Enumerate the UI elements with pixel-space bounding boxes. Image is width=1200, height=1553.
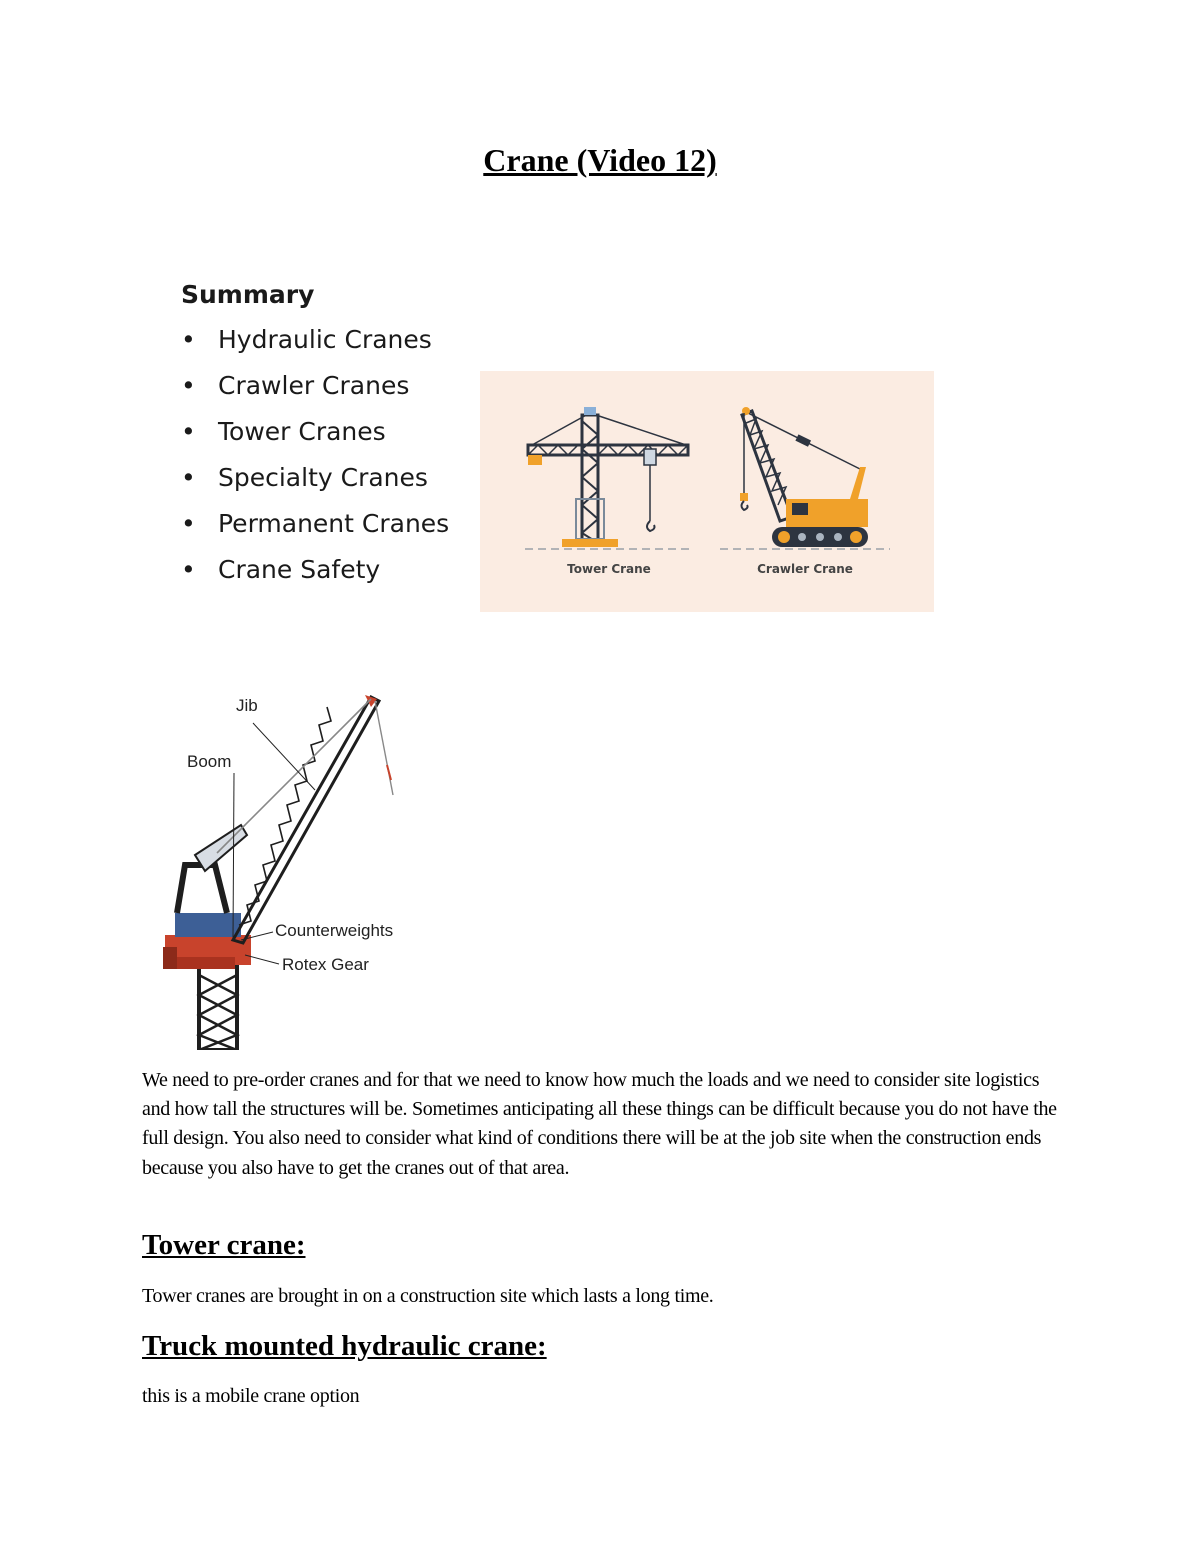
bullet-icon: • (181, 509, 196, 538)
bullet-icon: • (181, 555, 196, 584)
crane-parts-diagram (155, 685, 415, 1050)
summary-list-item (181, 368, 449, 414)
summary-list-item (181, 414, 449, 460)
crawler-crane-caption: Crawler Crane (757, 562, 853, 576)
rotex-gear-label: Rotex Gear (282, 955, 369, 974)
section-text-tower-crane: Tower cranes are brought in on a construction site which lasts a long time. (142, 1285, 714, 1307)
summary-item-label: Crawler Cranes (218, 371, 410, 400)
cab-illustration (175, 825, 247, 937)
summary-list-item (181, 322, 449, 368)
boom-label: Boom (187, 752, 232, 771)
summary-list-item (181, 552, 449, 598)
summary-item-label: Crane Safety (218, 555, 381, 584)
bullet-icon: • (181, 417, 196, 446)
crawler-crane-icon (740, 407, 868, 547)
bullet-icon: • (181, 371, 196, 400)
counterweights-label: Counterweights (275, 921, 394, 940)
summary-list-item (181, 506, 449, 552)
summary-item-label: Tower Cranes (218, 417, 386, 446)
summary-list (181, 322, 449, 598)
summary-list-item (181, 460, 449, 506)
summary-heading: Summary (181, 280, 315, 309)
bullet-icon: • (181, 463, 196, 492)
bullet-icon: • (181, 325, 196, 354)
summary-item-label: Specialty Cranes (218, 463, 428, 492)
crane-types-illustration (480, 371, 934, 612)
section-text-truck-mounted-hydraulic-crane: this is a mobile crane option (142, 1385, 360, 1407)
tower-crane-caption: Tower Crane (567, 562, 651, 576)
boom-illustration (233, 695, 379, 943)
summary-item-label: Hydraulic Cranes (218, 325, 432, 354)
summary-slide-image (143, 200, 938, 614)
tower-crane-icon (528, 407, 688, 547)
document-title: Crane (Video 12) (483, 142, 717, 178)
section-heading-tower-crane: Tower crane: (142, 1229, 306, 1261)
mast-illustration (199, 965, 237, 1050)
summary-item-label: Permanent Cranes (218, 509, 450, 538)
intro-paragraph: We need to pre-order cranes and for that we need to know how much the loads and we need to consider site logistics and how tall the structures will be. Sometimes anticipating all these things can be difficult because you do not have the full design. You also need to consider what kind of conditions there will be at the job site when the construction ends because you also have to get the cranes out of that area. (142, 1069, 1057, 1179)
section-heading-truck-mounted-hydraulic-crane: Truck mounted hydraulic crane: (142, 1330, 547, 1362)
jib-label: Jib (236, 696, 258, 715)
crane-parts-svg (155, 685, 415, 1050)
